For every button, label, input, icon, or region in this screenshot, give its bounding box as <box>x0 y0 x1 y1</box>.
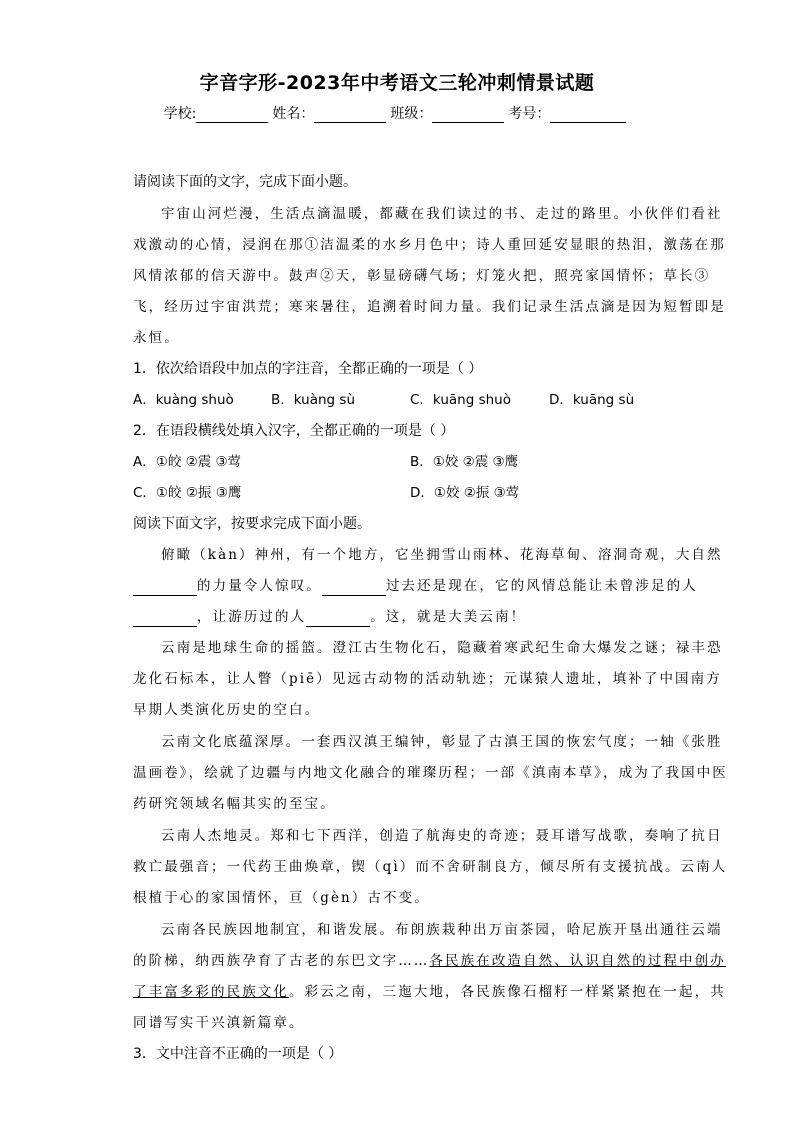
exam-number-label: 考号： <box>508 106 551 122</box>
passage-text: 过去还是现在，它的风情总能让未曾涉足的人 <box>385 578 698 594</box>
q1-option-b[interactable]: B．kuàng sù <box>271 392 355 408</box>
fill-blank[interactable] <box>133 611 197 627</box>
passage2-line <box>133 982 726 1002</box>
passage2-line: 药研究领域名幅其实的至宝。 <box>133 796 336 812</box>
passage-text: 。这，就是大美云南！ <box>370 609 527 625</box>
passage2-line: 云南文化底蕴深厚。一套西汉滇王编钟，彰显了古滇王国的恢宏气度；一轴《张胜 <box>161 734 723 750</box>
name-label: 姓名： <box>272 106 315 122</box>
passage-text: ，让游历过的人 <box>197 609 307 625</box>
section2-instruction: 阅读下面文字，按要求完成下面小题。 <box>133 516 371 532</box>
q1-option-d[interactable]: D．kuāng sù <box>549 392 635 408</box>
question-3-stem: 3．文中注音不正确的一项是（ ） <box>133 1046 343 1062</box>
passage-text: 。彩云之南，三迤大地，各民族像石榴籽一样紧紧抱在一起，共 <box>289 984 726 1000</box>
passage1-line: 戏激动的心情，浸润在那①洁温柔的水乡月色中；诗人重回延安显眼的热泪，激荡在那 <box>133 237 726 253</box>
passage2-line: 同谱写实干兴滇新篇章。 <box>133 1015 305 1031</box>
student-info-row <box>0 103 794 123</box>
passage2-line <box>133 607 663 627</box>
passage2-line: 龙化石标本，让人瞥（piē）见远古动物的活动轨迹；元谋猿人遗址，填补了中国南方 <box>133 671 722 687</box>
passage1-line: 风情浓郁的信天游中。鼓声②天，彰显磅礴气场；灯笼火把，照亮家国情怀；草长③ <box>133 268 711 284</box>
q2-option-a[interactable]: A．①皎 ②震 ③莺 <box>133 454 242 470</box>
school-blank[interactable] <box>196 106 268 123</box>
fill-blank[interactable] <box>133 580 197 596</box>
class-blank[interactable] <box>432 106 504 123</box>
passage-text: 的力量令人惊叹。 <box>197 578 322 594</box>
exam-number-blank[interactable] <box>550 106 626 123</box>
passage2-line: 根植于心的家国情怀，亘（gèn）古不变。 <box>133 890 430 906</box>
underlined-sentence: 各民族在改造自然、认识自然的过程中创办 <box>429 953 726 969</box>
passage2-line <box>133 951 726 971</box>
passage1-line: 飞，经历过宇宙洪荒；寒来暑往，追溯着时间力量。我们记录生活点滴是因为短暂即是 <box>133 299 726 315</box>
fill-blank[interactable] <box>306 611 370 627</box>
passage2-line: 救亡最强音；一代药王曲焕章，锲（qì）而不舍研制良方，倾尽所有支援抗战。云南人 <box>133 859 728 875</box>
fill-blank[interactable] <box>322 580 386 596</box>
passage2-line: 温画卷》，绘就了边疆与内地文化融合的璀璨历程；一部《滇南本草》，成为了我国中医 <box>133 765 728 781</box>
section1-instruction: 请阅读下面的文字，完成下面小题。 <box>133 174 357 190</box>
q2-option-b[interactable]: B．①姣 ②震 ③鹰 <box>410 454 519 470</box>
class-label: 班级： <box>390 106 433 122</box>
question-1-stem: 1．依次给语段中加点的字注音，全都正确的一项是（ ） <box>133 361 483 377</box>
passage-text: 的阶梯，纳西族孕育了古老的东巴文字…… <box>133 953 430 969</box>
q2-option-d[interactable]: D．①姣 ②振 ③莺 <box>410 485 520 501</box>
name-blank[interactable] <box>314 106 386 123</box>
q1-option-a[interactable]: A．kuàng shuò <box>133 392 234 408</box>
passage2-line: 俯瞰（kàn）神州，有一个地方，它坐拥雪山雨林、花海草甸、溶洞奇观，大自然 <box>161 547 723 563</box>
q2-option-c[interactable]: C．①皎 ②振 ③鹰 <box>133 485 242 501</box>
school-label: 学校: <box>163 106 197 122</box>
q1-option-c[interactable]: C．kuāng shuò <box>410 392 511 408</box>
passage2-line: 云南是地球生命的摇篮。澄江古生物化石，隐藏着寒武纪生命大爆发之谜；禄丰恐 <box>161 640 723 656</box>
passage2-line <box>133 576 698 596</box>
passage2-line: 早期人类演化历史的空白。 <box>133 702 321 718</box>
passage1-line: 宇宙山河烂漫，生活点滴温暖，都藏在我们读过的书、走过的路里。小伙伴们看社 <box>161 206 723 222</box>
question-2-stem: 2．在语段横线处填入汉字，全都正确的一项是（ ） <box>133 423 455 439</box>
underlined-sentence: 了丰富多彩的民族文化 <box>133 984 289 1000</box>
passage1-line: 永恒。 <box>133 330 180 346</box>
page-title: 字音字形-2023年中考语文三轮冲刺情景试题 <box>199 72 595 94</box>
passage2-line: 云南人杰地灵。郑和七下西洋，创造了航海史的奇迹；聂耳谱写战歌，奏响了抗日 <box>161 828 723 844</box>
passage2-line: 云南各民族因地制宜，和谐发展。布朗族栽种出万亩茶园，哈尼族开垦出通往云端 <box>161 922 723 938</box>
